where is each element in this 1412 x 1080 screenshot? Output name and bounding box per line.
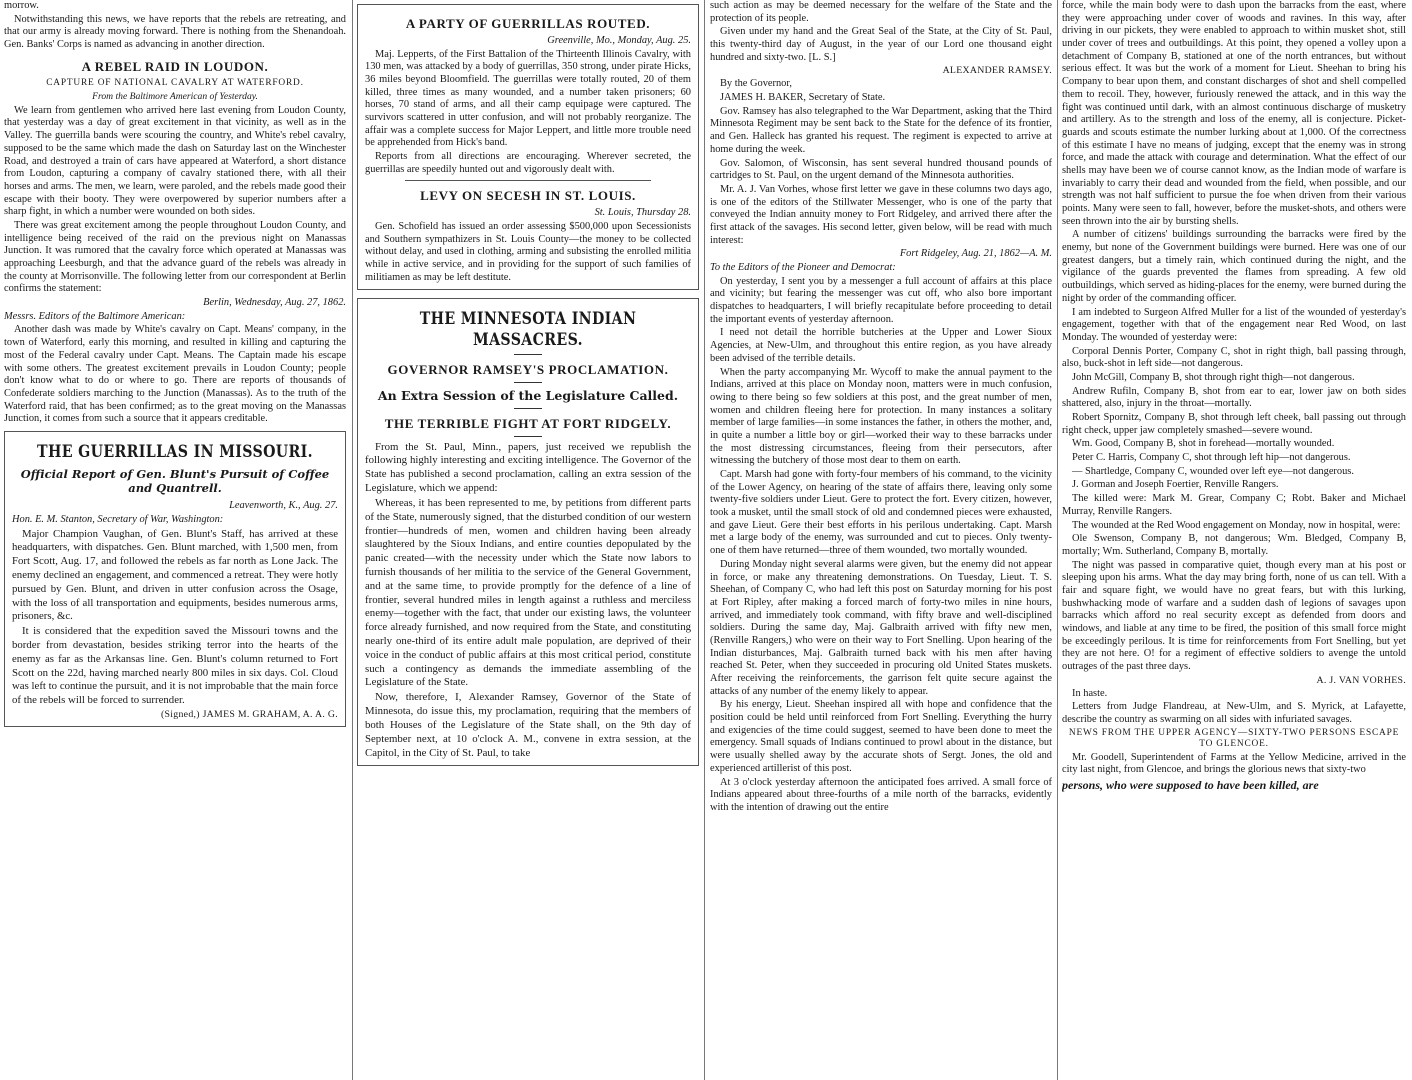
casualty-entry: — Shartledge, Company C, wounded over left eye—not dangerous. (1072, 465, 1354, 477)
paragraph: Mr. Goodell, Superintendent of Farms at the Yellow Medicine, arrived in the city last night, from Glencoe, and brings the glorious news that sixty-two (1062, 751, 1406, 776)
paragraph: A number of citizens' buildings surrounding the barracks were fired by the enemy, but none of the Government buildings were burned. Here was one of our greatest dangers, but a timely rain, which continued during the night, and the vigilance of the guards prevented the flames from spreading. A few old outbuildings, which served as hiding-places for the enemy, were burned during the night by order of the commanding officer. (1062, 229, 1406, 304)
paragraph: morrow. (4, 0, 39, 11)
subheadline-upper-agency: NEWS FROM THE UPPER AGENCY—SIXTY-TWO PERSONS ESCAPE TO GLENCOE. (1068, 727, 1400, 750)
deck-proclamation: GOVERNOR RAMSEY'S PROCLAMATION. (387, 361, 669, 377)
paragraph: On yesterday, I sent you by a messenger a full account of affairs at this place and vicinity; but fearing the messenger was cut off, who also bore important dispatches to headquarters, I will briefly recapitulate before proceeding to detail the important events of yesterday afternoon. (710, 275, 1052, 325)
paragraph: Another dash was made by White's cavalry on Capt. Means' company, in the town of Waterford, early this morning, and resulted in killing and capturing the most of the Federal cavalry under Capt. Means. The Captain made his escape with some others. The greatest excitement prevails in Loudon County; people don't know what to do or where to go. There are reports of thousands of Confederate soldiers marching to the Junction (Manassas). As to the truth of the Waterford raid, that has been confirmed; as to the great moving on the Manassas Junction, it comes from such a source that it appears creditable. (4, 324, 346, 425)
casualty-entry: Andrew Rufiln, Company B, shot from ear to ear, lower jaw on both sides shattered, also, injury in the throat—mortally. (1062, 385, 1406, 410)
paragraph: Gov. Salomon, of Wisconsin, has sent several hundred thousand pounds of cartridges to St. Paul, on the urgent demand of the Minnesota authorities. (710, 157, 1052, 182)
salutation: To the Editors of the Pioneer and Democrat: (710, 262, 896, 273)
headline-minnesota-massacres: THE MINNESOTA INDIAN MASSACRES. (419, 309, 637, 349)
deck-extra-session: An Extra Session of the Legislature Called. (377, 387, 679, 403)
deck-fort-ridgely: THE TERRIBLE FIGHT AT FORT RIDGELY. (384, 415, 672, 431)
paragraph: The killed were: Mark M. Grear, Company C; Robt. Baker and Michael Murray, Renville Rangers. (1062, 493, 1406, 517)
paragraph: In haste. (1072, 687, 1108, 699)
paragraph: Gen. Schofield has issued an order assessing $500,000 upon Secessionists and Southern sympathizers in St. Louis County—the money to be collected without delay, and used in clothing, arming and subsisting the enrolled militia while in active service, and in providing for the support of such families of militiamen as may be left destitute. (365, 220, 691, 283)
headline-guerrillas-missouri: THE GUERRILLAS IN MISSOURI. (37, 441, 313, 461)
divider (514, 354, 542, 355)
paragraph: Whereas, it has been represented to me, by petitions from different parts of the State, numerously signed, that the disturbed condition of our western frontier—hundreds of men, women and children having been already slaughtered by the Sioux Indians, and entire counties depopulated by the panic created—with the necessity under which the State now labors to furnish thousands of her militia to the service of the General Government, and at the same time, to provide promptly for the defence of a line of frontier, several hundred miles in length against a ruthless and merciless enemy—together with the fact, that under our existing laws, the volunteer force already furnished, and now required from the State, and constituting nearly one-third of its entire adult male population, are deprived of their voice in the conduct of public affairs at this most critical period, constitute such a contingency as demands the immediate assembling of the Legislature of the State. (365, 496, 691, 689)
paragraph: Notwithstanding this news, we have reports that the rebels are retreating, and that our army is already moving forward. There is nothing from the Shenandoah. Gen. Banks' Corps is named as advancing in another direction. (4, 13, 346, 51)
paragraph: force, while the main body were to dash upon the barracks from the east, where they were approaching under cover of woods and ravines. In this way, after driving in our pickets, they were enabled to approach to within musket shot, still under cover of trees and outbuildings. At this point, they opened a volley upon a detachment of Company B, stationed at one of the north entrances, but without serious effect. It was but the work of a moment for Lieut. Sheehan to bring his Company to bear upon them, and constant discharges of shot and shell compelled them to recoil. They, however, furiously renewed the attack, and in this way the fight was continued until dark, with an almost continuous discharge of musketry and artillery. As to the strength and loss of the enemy, all is conjecture. Picket-guards and scouts estimate the number lurking about at 1,000. Of the correctness of this estimate I have no means of judging, except that the enemy was in strong force, and made the attack with courage and determination. What the effect of our shells may have been we of course cannot know, as the Indian mode of warfare is invariably to carry their dead and wounded from the field, when possible, and our strength was not half sufficient to pursue the foe when driven from their various points. Many were seen to fall, however, before the musket-shots, and others were seen thrown into the air by bursting shells. (1062, 0, 1406, 227)
dateline: St. Louis, Thursday 28. (594, 207, 691, 219)
massacres-article-box (357, 298, 699, 766)
casualty-entry: J. Gorman and Joseph Foertier, Renville Rangers. (1072, 479, 1279, 491)
paragraph: such action as may be deemed necessary for the welfare of the State and the protection of its people. (710, 0, 1052, 24)
subheadline: CAPTURE OF NATIONAL CAVALRY AT WATERFORD. (46, 77, 304, 88)
casualty-entry: Peter C. Harris, Company C, shot through left hip—not dangerous. (1072, 452, 1351, 464)
column-2 (357, 0, 699, 1080)
routed-article-box (357, 4, 699, 290)
paragraph: Ole Swenson, Company B, not dangerous; Wm. Bledged, Company B, mortally; Wm. Sutherland, Company B, mortally. (1062, 533, 1406, 557)
divider (405, 180, 651, 181)
headline-levy-secesh: LEVY ON SECESH IN ST. LOUIS. (420, 188, 636, 204)
paragraph: By his energy, Lieut. Sheehan inspired all with hope and confidence that the position could be held until reinforced from Fort Snelling. Everything the hurry and exigencies of the time could suggest, seemed to have been done to meet the emergency. Small squads of Indians continued to prowl about in the distance, but were usually shelled away by the accurate shots of Sergt. Jones, the old and experienced artillerist of this post. (710, 699, 1052, 774)
paragraph: Capt. Marsh had gone with forty-four members of his command, to the vicinity of the Lower Agency, on hearing of the state of affairs there, leaving only some twenty-five soldiers under Lieut. Gere to protect the fort. Every citizen, however, took a musket, until the small stock of old and condemned pieces were exhausted, and gave Lieut. Gere their best efforts in his perilous undertaking. Capt. Marsh met a large body of the enemy, was surrounded and cut to pieces. Only twenty-one of them have returned—three of them wounded, two mortally wounded. (710, 469, 1052, 557)
divider (514, 408, 542, 409)
salutation: Hon. E. M. Stanton, Secretary of War, Washington: (12, 513, 224, 525)
paragraph: During Monday night several alarms were given, but the enemy did not appear in force, or make any threatening demonstrations. On Tuesday, Lieut. T. S. Sheehan, of Company C, who had left this post on Saturday morning for his post at Fort Ripley, after making a forced march of forty-two miles in nine hours, arrived, and immediately took command, with fifty brave and well-disciplined soldiers. During the same day, Maj. Galbraith arrived with fifty new men, (Renville Rangers,) who were on their way to Fort Snelling. Upon hearing of the Indian disturbances, Maj. Galbraith turned back with his men after having reached St. Peter, when they succeeded in procuring old United States muskets. After receiving the reinforcements, the garrison felt quite secure against the attacks of any number of the enemy likely to appear. (710, 558, 1052, 697)
paragraph: persons, who were supposed to have been killed, are (1062, 778, 1319, 793)
subheadline: Official Report of Gen. Blunt's Pursuit of Coffee and Quantrell. (20, 467, 330, 496)
dateline: Fort Ridgeley, Aug. 21, 1862—A. M. (899, 248, 1052, 260)
casualty-entry: Wm. Good, Company B, shot in forehead—mortally wounded. (1072, 438, 1335, 450)
signature-governor: ALEXANDER RAMSEY. (942, 65, 1052, 77)
paragraph: Given under my hand and the Great Seal of the State, at the City of St. Paul, this twenty-third day of August, in the year of our Lord one thousand eight hundred and sixty-two. [L. S.] (710, 26, 1052, 63)
casualty-entry: Robert Spornitz, Company B, shot through left cheek, ball passing out through right check, upper jaw completely smashed—severe wound. (1062, 412, 1406, 436)
paragraph: I am indebted to Surgeon Alfred Muller for a list of the wounded of yesterday's engagement, together with that of the engagement near Red Wood, on last Monday. The wounded of yesterday were: (1062, 306, 1406, 343)
paragraph: Letters from Judge Flandreau, at New-Ulm, and S. Myrick, at Lafayette, describe the country as swarming on all sides with infuriated savages. (1062, 701, 1406, 726)
paragraph: We learn from gentlemen who arrived here last evening from Loudon County, that yesterday was a day of great excitement in that vicinity, as well as in the Valley. The guerrilla bands were scouring the country, and White's rebel cavalry, supposed to be the same which made the dash on Saturday last on the Winchester Road, and destroyed a train of cars have appeared at Waterford, a short distance from Loudon, capturing a company of cavalry stationed there, with all their horses and arms. The men, we learn, were paroled, and the rebels made good their escape with their booty. They were overpowered by superior numbers after a sharp fight, in which a number were wounded on both sides. (4, 104, 346, 218)
headline-rebel-raid: A REBEL RAID IN LOUDON. (81, 58, 269, 74)
divider (514, 382, 542, 383)
salutation: Messrs. Editors of the Baltimore American: (4, 310, 186, 322)
column-rule (352, 0, 353, 1080)
column-rule (1057, 0, 1058, 1080)
paragraph: It is considered that the expedition saved the Missouri towns and the border from devastation, besides striking terror into the hearts of the enemy as far as the Arkansas line. Gen. Blunt's column returned to Fort Scott on the 22d, having marched nearly 800 miles in six days. Col. Cloud was left to continue the pursuit, and it is not improbable that the main force of the rebels will be forced to surrender. (12, 625, 338, 707)
paragraph: The night was passed in comparative quiet, though every man at his post or sleeping upon his arms. What the day may bring forth, none of us can tell. With a fair and square fight, we would have no great fears, but with this lurking, bushwhacking mode of warfare and a sudden dash of legions of savages upon barracks which afford no real security except as defended from doors and windows, and liable at any time to be fired, the position of this small force might be exceedingly perilous. It is time for reinforcements from Fort Snelling, but yet they are not here. O! for a regiment of effective soldiers to avenge the untold outrages of the past three days. (1062, 559, 1406, 673)
dateline: Berlin, Wednesday, Aug. 27, 1862. (203, 297, 346, 309)
casualty-entry: Corporal Dennis Porter, Company C, shot in right thigh, ball passing through, also, buck-shot in left side—not dangerous. (1062, 345, 1406, 370)
paragraph: There was great excitement among the people throughout Loudon County, and intelligence being received of the raid on the previous night on Manassas Junction. It was rumored that the cavalry force which operated at Manassas was approaching Leesburgh, and that the advance guard of the rebels was already in the county at Morrisonville. The following letter from our correspondent at Berlin confirms the statement: (4, 219, 346, 295)
column-1 (4, 0, 346, 1080)
divider (514, 436, 542, 437)
paragraph: Reports from all directions are encouraging. Wherever secreted, the guerrillas are speedily hunted out and vigorously dealt with. (365, 151, 691, 175)
source-line: From the Baltimore American of Yesterday. (92, 91, 258, 103)
paragraph: Gov. Ramsey has also telegraphed to the War Department, asking that the Third Minnesota Regiment may be sent back to the State for the defence of its frontier, and Gen. Halleck has granted his request. The regiment is expected to arrive at home during the week. (710, 105, 1052, 155)
paragraph: Major Champion Vaughan, of Gen. Blunt's Staff, has arrived at these headquarters, with dispatches. Gen. Blunt marched, with 1,500 men, from Fort Scott, Aug. 17, and followed the rebels as far north as Lone Jack. The enemy declined an engagement, and commenced a retreat. They were hotly pursued by Gen. Blunt, and driven in utter confusion across the Osage, with the loss of all transportation and equipments, besides numerous arms, prisoners, &c. (12, 527, 338, 623)
headline-guerrillas-routed: A PARTY OF GUERRILLAS ROUTED. (405, 16, 651, 31)
paragraph: At 3 o'clock yesterday afternoon the anticipated foes arrived. A small force of Indians appeared about three-fourths of a mile north of the barracks, evidently with the intention of drawing out the entire (710, 776, 1052, 813)
paragraph: Now, therefore, I, Alexander Ramsey, Governor of the State of Minnesota, do issue this, my proclamation, requiring that the members of both Houses of the Legislature of the State shall, on the 9th day of September next, at 10 o'clock A. M., convene in extra session, at the Capitol, in the City of St. Paul, to take (365, 691, 691, 759)
paragraph: When the party accompanying Mr. Wycoff to make the annual payment to the Indians, arrived at this place on Monday noon, matters were in much confusion, owing to there being so few soldiers at this post, and the great number of men, women and children fleeing here for protection. In many instances a solitary member of large families—in some instances the father, in others the mother, and, in quite a number a little boy or girl—worked their way to these barracks under the most distressing circumstances, fleeing from their persecutors, after witnessing the butchery of those most dear to them on earth. (710, 366, 1052, 467)
column-3 (710, 0, 1052, 1080)
casualty-entry: John McGill, Company B, shot through right thigh—not dangerous. (1072, 371, 1355, 383)
paragraph: Maj. Lepperts, of the First Battalion of the Thirteenth Illinois Cavalry, with 130 men, was attacked by a body of guerrillas, 350 strong, under pirate Hicks, 36 miles beyond Bloomfield. The guerrillas were totally routed, 20 of them killed, three times as many wounded, and a number taken prisoners; 60 horses, 70 stand of arms, and all their camp equipage were captured. The survivors scattered in utter confusion, and will not probably reorganize. The affair was a complete success for Major Leppert, and little more trouble need be apprehended from Hick's band. (365, 48, 691, 149)
paragraph: The wounded at the Red Wood engagement on Monday, now in hospital, were: (1072, 519, 1401, 531)
paragraph: From the St. Paul, Minn., papers, just received we republish the following highly interesting and exciting intelligence. The Governor of the State has published a second proclamation, calling an extra session of the Legislature, which we append: (365, 440, 691, 495)
byline: By the Governor, (720, 78, 793, 90)
column-rule (704, 0, 705, 1080)
dateline: Greenville, Mo., Monday, Aug. 25. (547, 34, 691, 46)
byline: JAMES H. BAKER, Secretary of State. (720, 92, 886, 104)
missouri-article-box (4, 431, 346, 727)
dateline: Leavenworth, K., Aug. 27. (229, 500, 338, 512)
signature: (Signed,) JAMES M. GRAHAM, A. A. G. (160, 709, 338, 721)
paragraph: Mr. A. J. Van Vorhes, whose first letter we gave in these columns two days ago, is one of the editors of the Stillwater Messenger, who is one of the party that conveyed the Indian annuity money to Fort Ridgeley, and arrived there after the first attack of the savages. His second letter, given below, will be read with much interest: (710, 183, 1052, 246)
paragraph: I need not detail the horrible butcheries at the Upper and Lower Sioux Agencies, at New-Ulm, and throughout this entire region, as you have already been advised of the terrible details. (710, 327, 1052, 364)
column-4 (1062, 0, 1406, 1080)
signature-van-vorhes: A. J. VAN VORHES. (1316, 674, 1406, 686)
